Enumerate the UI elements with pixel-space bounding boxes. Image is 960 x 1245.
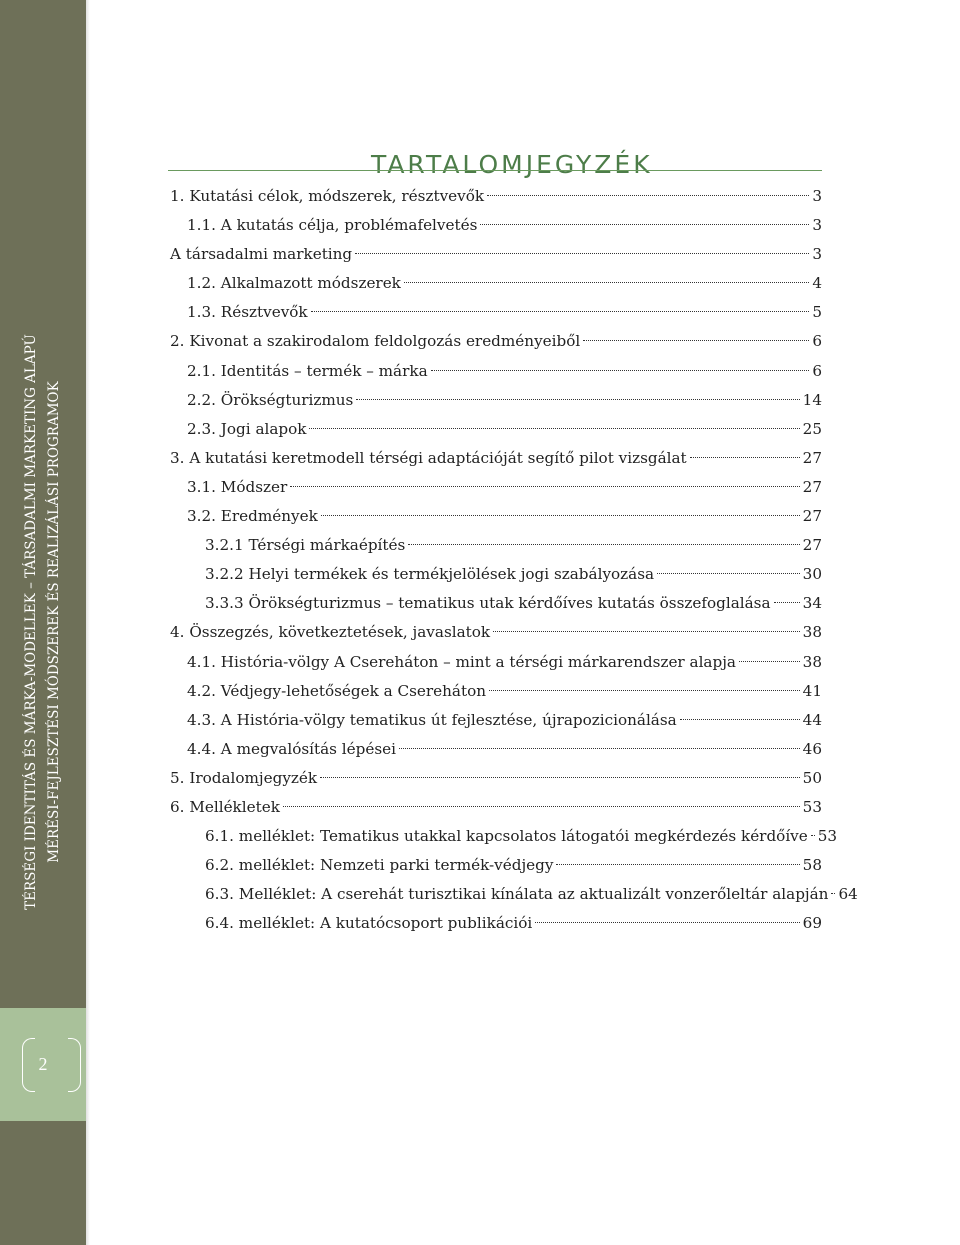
toc-leader-dots [556,864,799,865]
toc-entry-label: 4.2. Védjegy-lehetőségek a Csereháton [187,681,487,700]
toc-entry[interactable] [170,240,822,269]
toc-entry-label: 3.1. Módszer [187,477,288,496]
sidebar-title-line1: TÉRSÉGI IDENTITÁS ÉS MÁRKA-MODELLEK – TÁRSADALMI MARKETING ALAPÚ [23,334,39,910]
toc-entry-page: 50 [802,768,822,787]
toc-entry[interactable] [170,444,822,473]
toc-entry-page: 34 [802,594,822,613]
toc-entry-label: 4.4. A megvalósítás lépései [187,739,396,758]
toc-leader-dots [311,311,810,312]
toc-leader-dots [811,835,815,836]
toc-leader-dots [309,428,799,429]
toc-entry-page: 27 [802,536,822,555]
toc-entry-page: 58 [802,856,822,875]
toc-entry-page: 27 [802,448,822,467]
toc-leader-dots [408,544,799,545]
toc-leader-dots [690,457,800,458]
toc-entry-label: 2.2. Örökségturizmus [187,390,354,409]
toc-leader-dots [493,631,800,632]
toc-leader-dots [355,253,809,254]
toc-entry-page: 3 [812,216,822,235]
toc-entry[interactable] [170,909,822,938]
toc-entry-page: 27 [802,477,822,496]
toc-entry[interactable] [170,357,822,386]
toc-leader-dots [431,370,810,371]
toc-entry[interactable] [170,880,858,909]
toc-entry-label: 1.2. Alkalmazott módszerek [187,274,401,293]
toc-entry-page: 41 [802,681,822,700]
toc-leader-dots [680,719,800,720]
toc-entry-page: 38 [802,652,822,671]
toc-entry-page: 46 [802,739,822,758]
toc-entry[interactable] [170,269,822,298]
toc-leader-dots [774,602,800,603]
toc-entry[interactable] [170,618,822,647]
toc-entry-label: 3. A kutatási keretmodell térségi adaptációját segítő pilot vizsgálat [170,448,687,467]
toc-entry-page: 6 [812,332,822,351]
toc-leader-dots [583,340,809,341]
toc-leader-dots [489,690,800,691]
toc-entry-page: 64 [838,885,858,904]
toc-leader-dots [739,661,800,662]
toc-entry[interactable] [170,560,822,589]
toc-entry[interactable] [170,211,822,240]
toc-entry-label: 1.3. Résztvevők [187,303,308,322]
toc-entry-page: 38 [802,623,822,642]
toc-leader-dots [356,399,799,400]
toc-leader-dots [480,224,809,225]
toc-entry-label: 3.2.1 Térségi márkaépítés [205,536,406,555]
toc-entry[interactable] [170,415,822,444]
toc-leader-dots [283,806,800,807]
toc-entry[interactable] [170,648,822,677]
toc-entry-label: 2.1. Identitás – termék – márka [187,361,428,380]
toc-entry-page: 14 [802,390,822,409]
toc-entry-label: A társadalmi marketing [170,245,353,264]
toc-entry-label: 1. Kutatási célok, módszerek, résztvevők [170,187,485,205]
toc-leader-dots [399,748,800,749]
toc-entry[interactable] [170,764,822,793]
toc-entry-label: 5. Irodalomjegyzék [170,768,318,787]
toc-entry-label: 6.2. melléklet: Nemzeti parki termék-védjegy [205,856,554,875]
toc-entry-page: 27 [802,507,822,526]
toc-leader-dots [831,893,835,894]
toc-entry-label: 2. Kivonat a szakirodalom feldolgozás eredményeiből [170,332,581,351]
toc-entry[interactable] [170,735,822,764]
toc-entry[interactable] [170,793,822,822]
toc-entry-page: 3 [812,187,822,205]
toc-entry-label: 6.3. Melléklet: A cserehát turisztikai kínálata az aktualizált vonzerőleltár alapján [205,885,829,904]
toc-entry-label: 4.3. A História-völgy tematikus út fejlesztése, újrapozicionálása [187,710,677,729]
toc-leader-dots [535,922,799,923]
sidebar-title-line2: MÉRÉSI-FEJLESZTÉSI MÓDSZEREK ÉS REALIZÁLÁSI PROGRAMOK [46,381,62,863]
toc-entry[interactable] [170,386,822,415]
toc-entry-label: 6.1. melléklet: Tematikus utakkal kapcsolatos látogatói megkérdezés kérdőíve [205,827,808,846]
toc-entry[interactable] [170,851,822,880]
toc-entry[interactable] [170,589,822,618]
toc-entry-label: 3.2.2 Helyi termékek és termékjelölések jogi szabályozása [205,565,655,584]
toc-entry[interactable] [170,327,822,356]
toc-leader-dots [321,515,800,516]
toc-entry-label: 2.3. Jogi alapok [187,419,307,438]
toc-entry[interactable] [170,531,822,560]
toc-entry-page: 4 [812,274,822,293]
toc-entry-label: 4. Összegzés, következtetések, javaslatok [170,623,491,642]
toc-entry[interactable] [170,822,838,851]
toc-entry-label: 6. Mellékletek [170,797,280,816]
table-of-contents [170,182,858,938]
toc-leader-dots [487,195,809,196]
page-number: 2 [38,1054,48,1074]
title-divider [168,170,822,171]
toc-entry-page: 44 [802,710,822,729]
toc-entry[interactable] [170,502,822,531]
toc-entry-page: 53 [802,797,822,816]
toc-entry-page: 5 [812,303,822,322]
toc-leader-dots [657,573,800,574]
toc-entry[interactable] [170,473,822,502]
toc-entry-label: 4.1. História-völgy A Csereháton – mint a térségi márkarendszer alapja [187,652,736,671]
toc-leader-dots [290,486,799,487]
toc-entry[interactable] [170,182,822,211]
toc-entry-page: 6 [812,361,822,380]
toc-entry-label: 6.4. melléklet: A kutatócsoport publikációi [205,914,533,933]
toc-entry-page: 30 [802,565,822,584]
toc-entry[interactable] [170,677,822,706]
page-edge-shadow [86,0,90,1245]
toc-entry[interactable] [170,298,822,327]
page-number-box [0,1008,86,1121]
toc-entry-label: 1.1. A kutatás célja, problémafelvetés [187,216,478,235]
toc-entry-page: 53 [817,827,838,846]
toc-entry-page: 69 [802,914,822,933]
toc-leader-dots [320,777,800,778]
toc-leader-dots [404,282,809,283]
sidebar-title [20,334,66,910]
toc-entry[interactable] [170,706,822,735]
toc-entry-page: 3 [812,245,822,264]
toc-title: TARTALOMJEGYZÉK [371,149,653,179]
toc-entry-label: 3.2. Eredmények [187,507,318,526]
toc-entry-page: 25 [802,419,822,438]
toc-entry-label: 3.3.3 Örökségturizmus – tematikus utak kérdőíves kutatás összefoglalása [205,594,771,613]
